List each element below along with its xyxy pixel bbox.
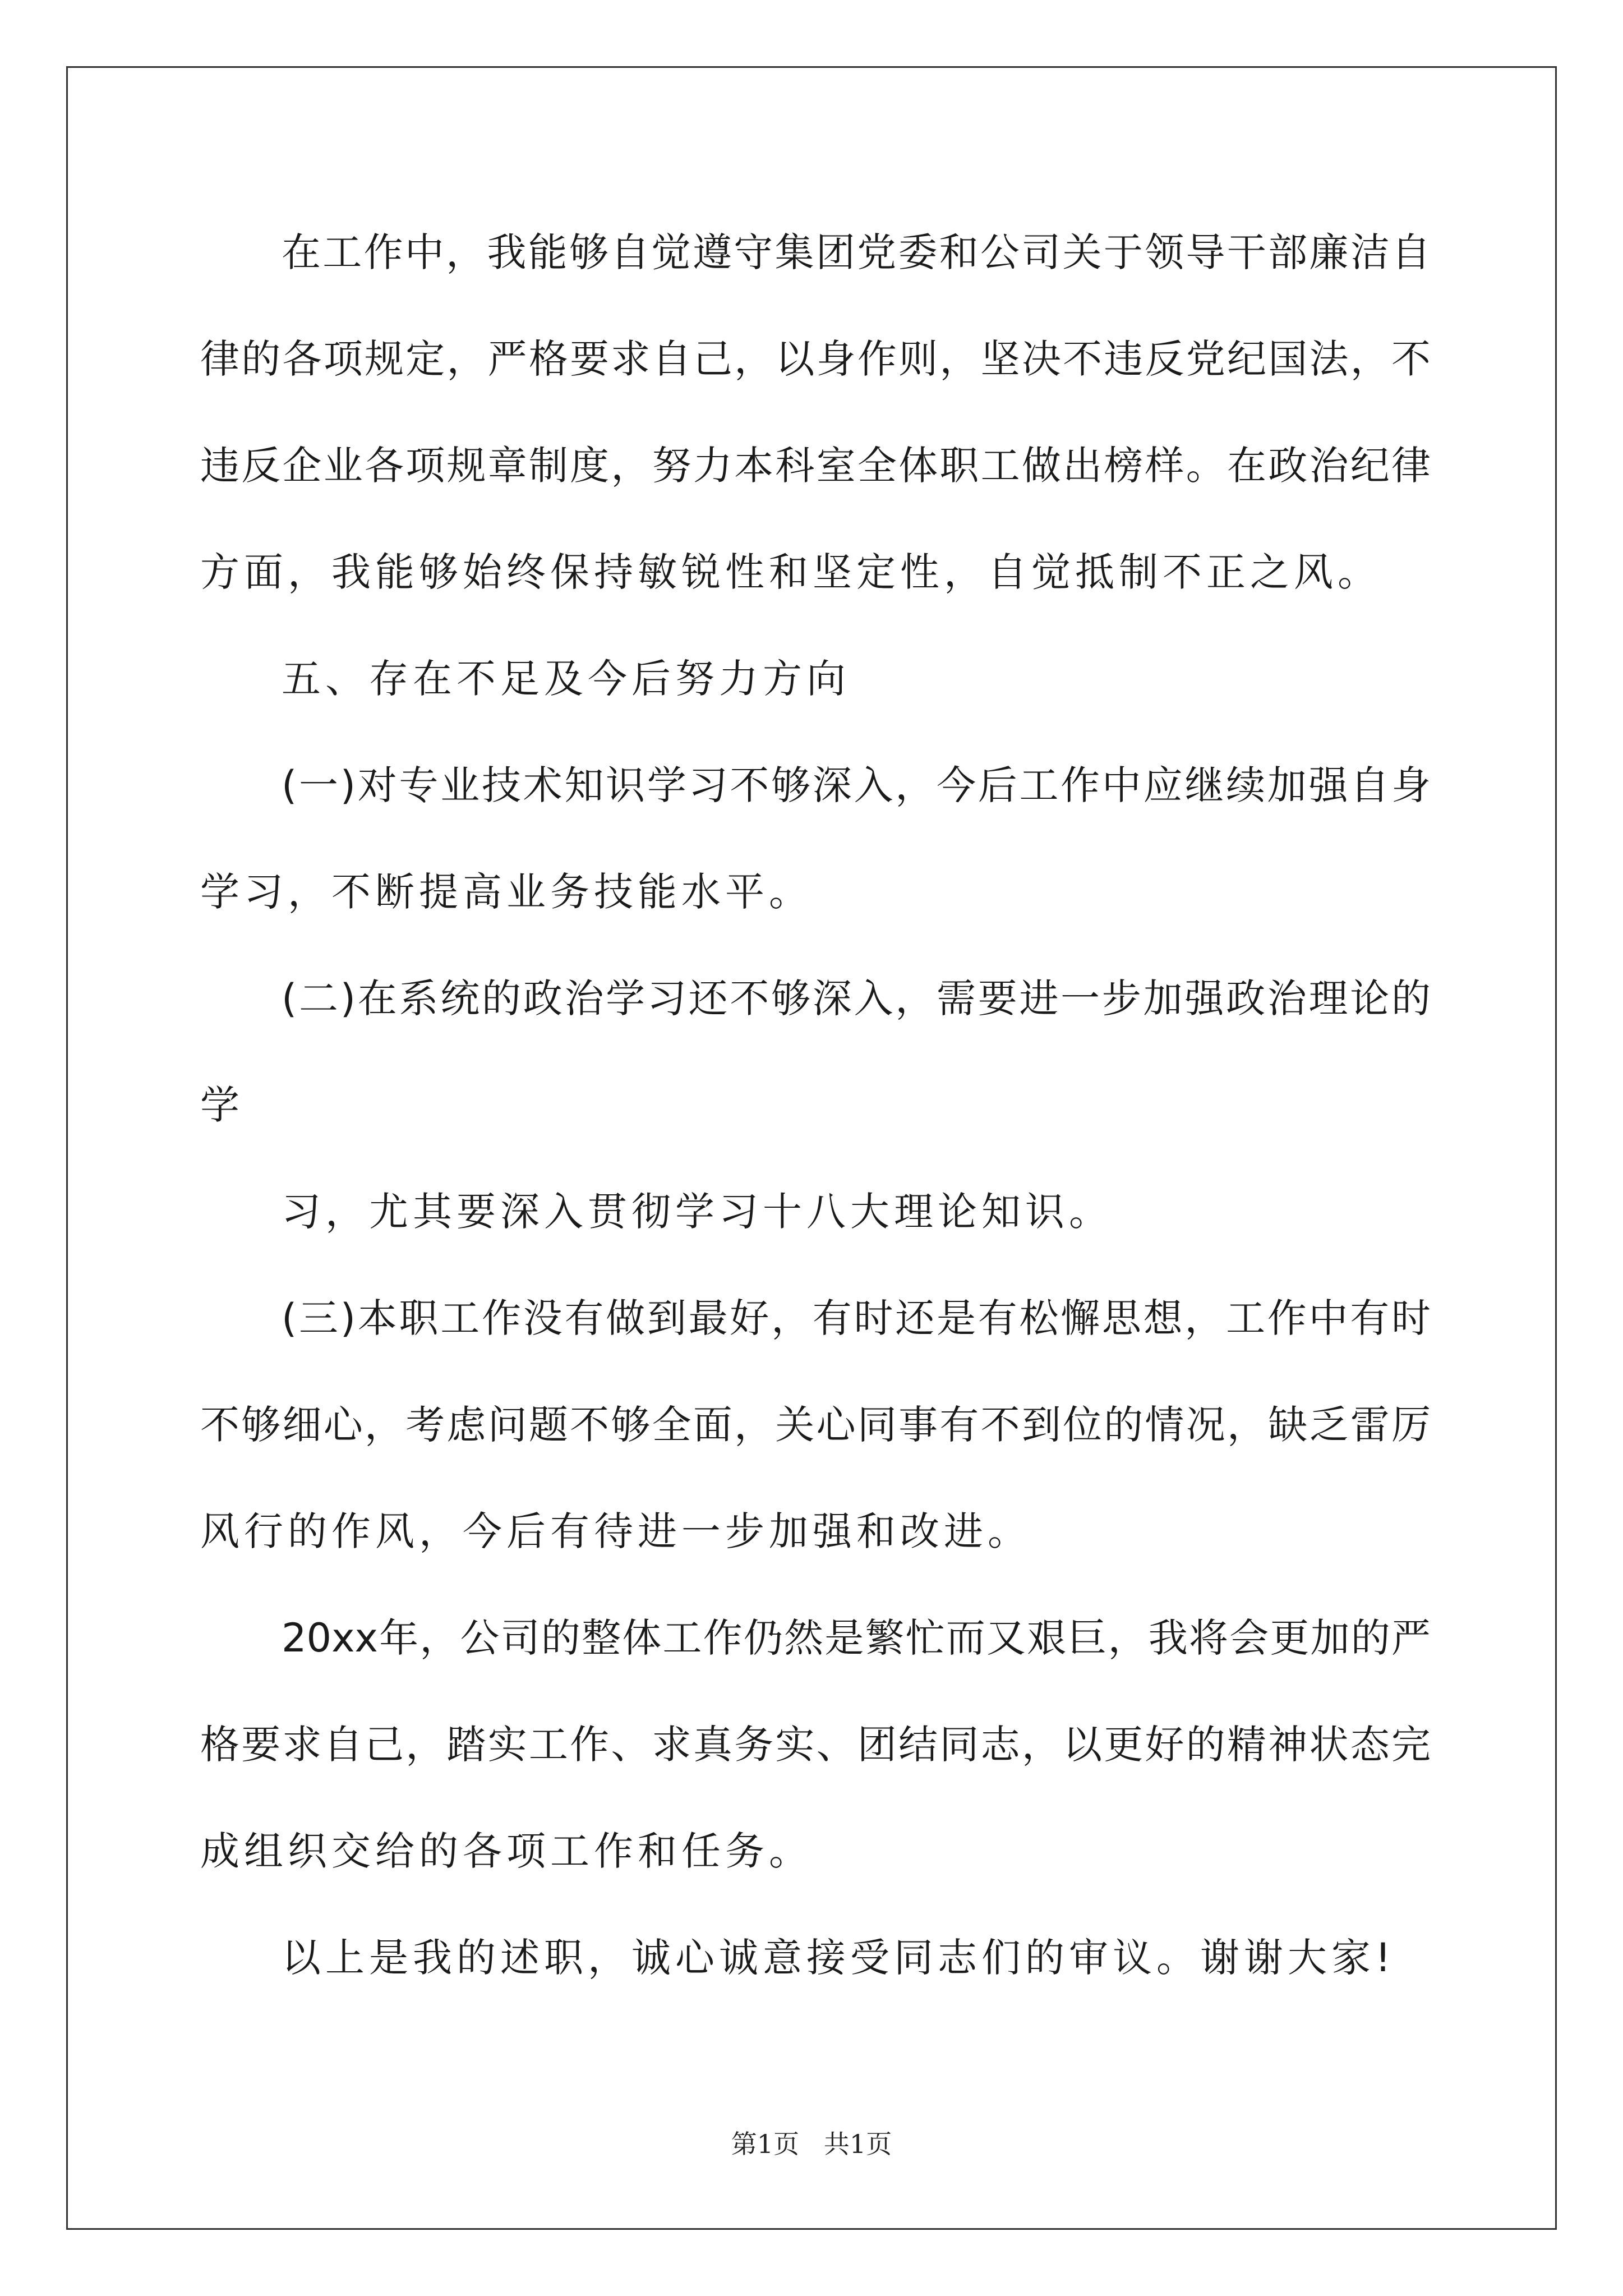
document-body — [200, 199, 1431, 2011]
text-line: 在工作中，我能够自觉遵守集团党委和公司关于领导干部廉洁自 — [282, 229, 1431, 275]
text-line: 习，尤其要深入贯彻学习十八大理论知识。 — [282, 1189, 1113, 1235]
text-line: 律的各项规定，严格要求自己，以身作则，坚决不违反党纪国法，不 — [200, 336, 1431, 382]
text-line: (三)本职工作没有做到最好，有时还是有松懈思想，工作中有时 — [282, 1295, 1431, 1341]
text-line: 方面，我能够始终保持敏锐性和坚定性，自觉抵制不正之风。 — [200, 549, 1381, 595]
text-line: (二)在系统的政治学习还不够深入，需要进一步加强政治理论的 — [282, 976, 1431, 1022]
section-heading: 五、存在不足及今后努力方向 — [282, 656, 850, 702]
text-line: (一)对专业技术知识学习不够深入，今后工作中应继续加强自身 — [282, 762, 1431, 808]
page-number-footer: 第1页 共1页 — [731, 2129, 892, 2159]
text-line: 风行的作风，今后有待进一步加强和改进。 — [200, 1508, 1031, 1554]
text-line: 不够细心，考虑问题不够全面，关心同事有不到位的情况，缺乏雷厉 — [200, 1402, 1431, 1448]
text-line: 以上是我的述职，诚心诚意接受同志们的审议。谢谢大家! — [282, 1935, 1396, 1981]
text-line: 学 — [200, 1082, 244, 1128]
text-line: 成组织交给的各项工作和任务。 — [200, 1828, 813, 1874]
text-line: 20xx年，公司的整体工作仍然是繁忙而又艰巨，我将会更加的严 — [282, 1615, 1431, 1661]
text-line: 格要求自己，踏实工作、求真务实、团结同志，以更好的精神状态完 — [200, 1722, 1431, 1768]
text-line: 违反企业各项规章制度，努力本科室全体职工做出榜样。在政治纪律 — [200, 443, 1431, 489]
text-line: 学习，不断提高业务技能水平。 — [200, 869, 813, 915]
